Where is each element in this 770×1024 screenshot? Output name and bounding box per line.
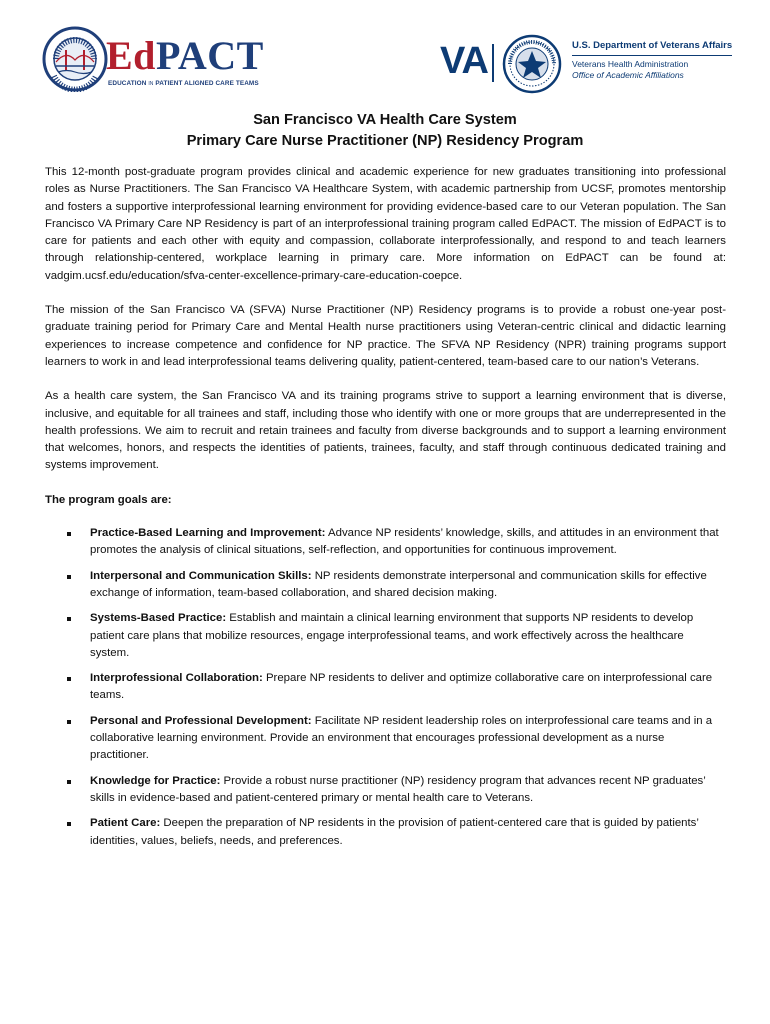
title-line-2: Primary Care Nurse Practitioner (NP) Residency Program xyxy=(186,133,584,149)
goal-title: Interprofessional Collaboration: xyxy=(90,672,263,685)
goals-list xyxy=(45,525,726,850)
title-line-1: San Francisco VA Health Care System xyxy=(253,112,517,128)
goal-text: Advance NP residents’ knowledge, skills, and attitudes in an environment that promotes the analysis of clinical situations, self-reflection, and opportunities for continuous improvement. xyxy=(90,527,719,557)
edpact-seal-icon xyxy=(42,26,108,92)
va-divider xyxy=(492,44,494,82)
goal-title: Personal and Professional Development: xyxy=(90,714,312,727)
va-administration: Veterans Health Administration xyxy=(572,59,689,69)
document-body xyxy=(45,164,726,858)
edpact-wordmark: EdPACT xyxy=(106,33,264,78)
intro-paragraph: This 12-month post-graduate program provides clinical and academic experience for new graduates transitioning into professional roles as Nurse Practitioners. The San Francisco VA Healthcare System, with academic partnership from UCSF, promotes mentorship and fosters a supportive interprofessional learning environment for providing evidence-based care to our Veteran population. The San Francisco VA Primary Care NP Residency is part of an interprofessional training program called EdPACT. The mission of EdPACT is to care for patients and each other with equity and compassion, collaborate interprofessionally, and respond to and teach learners through relationship-centered, workplace learning in primary care. More information on EdPACT can be found at: vadgim.ucsf.edu/education/sfva-center-excellence-primary-care-education-coepce. xyxy=(45,166,726,282)
bullet-icon xyxy=(67,617,71,621)
goal-text: Facilitate NP resident leadership roles on interprofessional care teams and in a collaborative learning environment. Provide an environment that encourages professional development as a nurse practitioner. xyxy=(90,714,713,762)
goal-item xyxy=(45,525,726,560)
goal-item xyxy=(45,610,726,662)
goals-heading: The program goals are: xyxy=(45,493,172,506)
goal-item xyxy=(45,815,726,850)
va-logo xyxy=(440,34,740,94)
bullet-icon xyxy=(67,780,71,784)
mission-paragraph: The mission of the San Francisco VA (SFVA) Nurse Practitioner (NP) Residency programs is to provide a robust one-year post-graduate training period for Primary Care and Mental Health nurse practitioners using Veteran-centric clinical and didactic learning experiences to increase competence and confidence for NP practice. The SFVA NP Residency (NPR) training programs support learners to work in and lead interprofessional teams delivering quality, patient-centered, team-based care to our nation’s Veterans. xyxy=(45,304,726,368)
edpact-tagline: EDUCATION IN PATIENT ALIGNED CARE TEAMS xyxy=(108,80,259,87)
va-office: Office of Academic Affiliations xyxy=(572,70,684,80)
bullet-icon xyxy=(67,677,71,681)
goal-title: Patient Care: xyxy=(90,817,161,830)
va-letters: VA xyxy=(440,40,488,82)
goal-item xyxy=(45,568,726,603)
bullet-icon xyxy=(67,575,71,579)
va-seal-icon xyxy=(502,34,562,94)
goal-title: Knowledge for Practice: xyxy=(90,774,221,787)
va-department: U.S. Department of Veterans Affairs xyxy=(572,40,732,56)
bullet-icon xyxy=(67,822,71,826)
goal-text: Prepare NP residents to deliver and optimize collaborative care on interprofessional care teams. xyxy=(90,672,713,702)
bullet-icon xyxy=(67,720,71,724)
goal-text: Deepen the preparation of NP residents in the provision of patient-centered care that is guided by patients’ identities, values, beliefs, needs, and preferences. xyxy=(90,817,699,847)
goal-text: Provide a robust nurse practitioner (NP) residency program that advances recent NP graduates’ skills in evidence-based and patient-centered primary or mental health care to Veterans. xyxy=(90,774,706,804)
goal-text: NP residents demonstrate interpersonal and communication skills for effective exchange of information, team-based collaboration, and shared decision making. xyxy=(90,569,707,599)
diversity-paragraph: As a health care system, the San Francisco VA and its training programs strive to support a learning environment that is diverse, inclusive, and equitable for all trainees and staff, including those who identify with one or more groups that are underrepresented in the health professions. We aim to recruit and retain trainees and faculty from diverse backgrounds and to support a learning environment that welcomes, honors, and respects the identities of patients, trainees, faculty, and staff through continuous dedicated training and systems improvement. xyxy=(45,390,726,472)
va-text-block xyxy=(572,40,732,80)
edpact-logo xyxy=(42,26,264,92)
goal-title: Systems-Based Practice: xyxy=(90,612,227,625)
bullet-icon xyxy=(67,532,71,536)
goal-text: Establish and maintain a clinical learning environment that supports NP residents to develop patient care plans that mobilize resources, engage interprofessional teams, and work effectively across the healthcare system. xyxy=(90,612,694,659)
goal-item xyxy=(45,670,726,705)
goal-title: Practice-Based Learning and Improvement: xyxy=(90,527,326,540)
document-title xyxy=(40,110,730,152)
goal-item xyxy=(45,713,726,765)
goal-title: Interpersonal and Communication Skills: xyxy=(90,569,312,582)
goal-item xyxy=(45,773,726,808)
